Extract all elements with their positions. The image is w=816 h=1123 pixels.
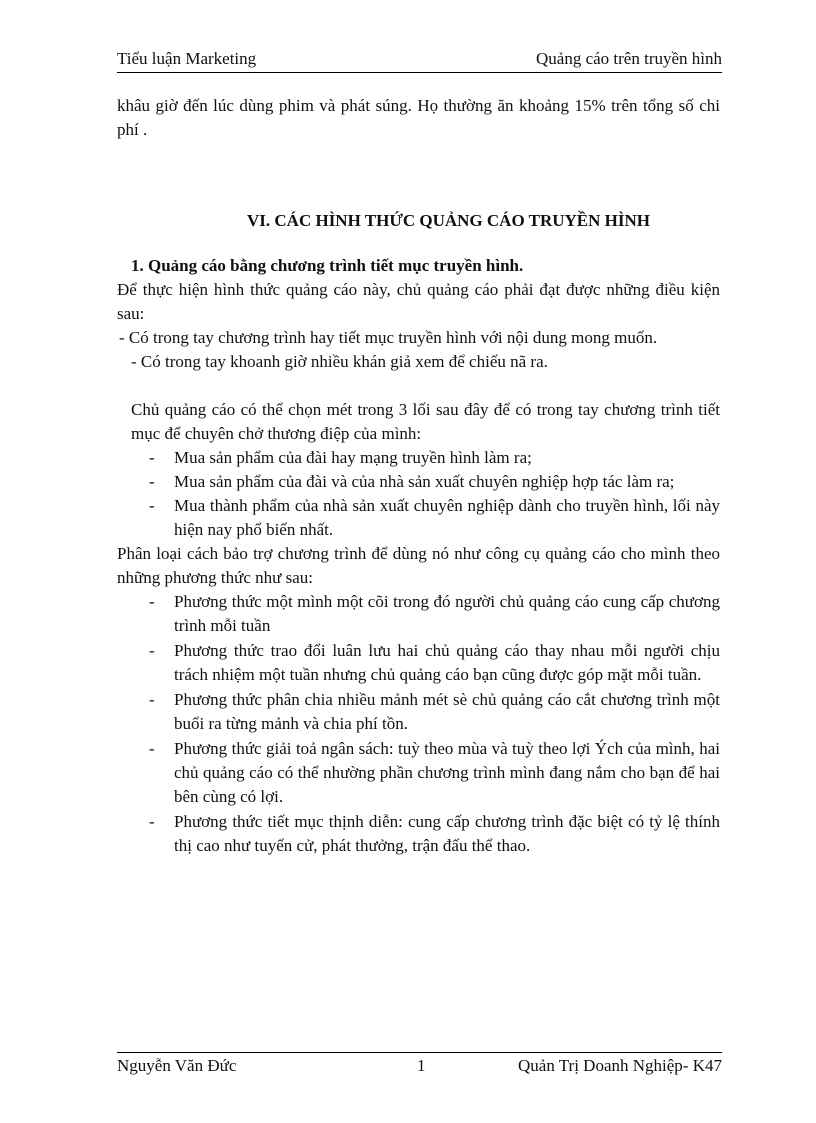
bullet-dash-icon: - [149,641,155,660]
header-left: Tiểu luận Marketing [117,49,257,68]
bullet-dash-icon: - [149,496,155,515]
footer-course: Quản Trị Doanh Nghiệp- K47 [518,1056,722,1075]
bullet-dash-icon: - [149,472,155,491]
list-item: - Phương thức tiết mục thịnh diễn: cung cấp chương trình đặc biệt có tỷ lệ thính thị cao như tuyển cử, phát thưởng, trận đấu thể thao. [149,812,720,855]
list-item: - Phương thức phân chia nhiều mảnh mét sè chủ quảng cáo cắt chương trình một buổi ra từng mảnh và chia phí tồn. [149,690,720,733]
paragraph-options: Chủ quảng cáo có thể chọn mét trong 3 lối sau đây để có trong tay chương trình tiết mục để chuyên chở thương điệp của mình: [131,400,720,443]
page-body [117,94,720,858]
list-item: - Phương thức một mình một cõi trong đó người chủ quảng cáo cung cấp chương trình mỗi tuần [149,592,720,635]
condition-item: - Có trong tay khoanh giờ nhiều khán giả xem để chiếu nã ra. [131,352,548,371]
page-number: 1 [417,1056,426,1075]
list-item: - Phương thức giải toả ngân sách: tuỳ theo mùa và tuỳ theo lợi Ých của mình, hai chủ quảng cáo có thể nhường phần chương trình mình đang nắm cho bạn để hai bên cùng có lợi. [149,739,720,806]
page-footer [117,1052,722,1076]
intro-paragraph: khâu giờ đến lúc dùng phim và phát súng. Họ thường ăn khoảng 15% trên tổng số chi phí . [117,96,720,139]
list-item: - Phương thức trao đổi luân lưu hai chủ quảng cáo thay nhau mỗi người chịu trách nhiệm một tuần nhưng chủ quảng cáo bạn cũng được góp mặt mỗi tuần. [149,641,720,684]
paragraph-conditions: Để thực hiện hình thức quảng cáo này, chủ quảng cáo phải đạt được những điều kiện sau: [117,280,720,323]
list-item: - Mua sản phẩm của đài hay mạng truyền hình làm ra; [117,446,720,470]
paragraph-methods: Phân loại cách bảo trợ chương trình để dùng nó như công cụ quảng cáo cho mình theo những phương thức như sau: [117,544,720,587]
header-right: Quảng cáo trên truyền hình [536,49,722,68]
bullet-dash-icon: - [149,448,155,467]
bullet-dash-icon: - [149,592,155,611]
bullet-dash-icon: - [149,690,155,709]
bullet-dash-icon: - [149,739,155,758]
methods-list [117,590,720,858]
condition-item: - Có trong tay chương trình hay tiết mục truyền hình với nội dung mong muốn. [119,328,658,347]
subsection-title: 1. Quảng cáo bằng chương trình tiết mục truyền hình. [131,256,524,275]
list-item: - Mua thành phẩm của nhà sản xuất chuyên nghiệp dành cho truyền hình, lối này hiện nay phổ biến nhất. [149,496,720,539]
page-header [117,48,722,73]
footer-author: Nguyễn Văn Đức [117,1056,237,1075]
options-list [117,446,720,542]
section-title: VI. CÁC HÌNH THỨC QUẢNG CÁO TRUYỀN HÌNH [247,211,650,230]
list-item: - Mua sản phẩm của đài và của nhà sản xuất chuyên nghiệp hợp tác làm ra; [117,470,720,494]
bullet-dash-icon: - [149,812,155,831]
